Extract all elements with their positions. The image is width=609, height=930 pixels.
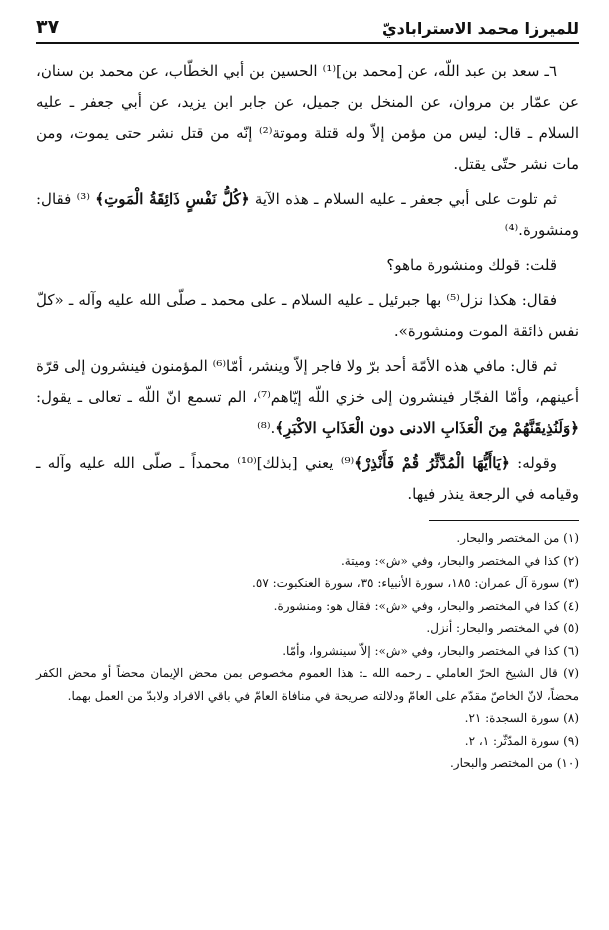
paragraph-text: ⁽⁹⁾ يعني [بذلك]⁽¹⁰⁾ محمداً ـ صلّى الله عليه وآله ـ وقيامه في الرجعة ينذر فيها. <box>36 454 579 503</box>
running-title: للميرزا محمد الاستراباديّ <box>382 19 579 38</box>
quran-verse: ﴿يَاأَيُّهَا الْمُدَّثِّرُ قُمْ فَأَنْذِرْ﴾ <box>354 454 510 472</box>
footnote: (٤) كذا في المختصر والبحار، وفي «ش»: فقال هو: ومنشورة. <box>273 598 579 613</box>
hadith-paragraph-2 <box>36 184 579 246</box>
page-number: ٣٧ <box>36 16 60 38</box>
hadith-paragraph-5 <box>36 351 579 444</box>
footnote: (٢) كذا في المختصر والبحار، وفي «ش»: وميتة. <box>340 553 579 568</box>
paragraph-text: وقوله: <box>509 454 557 472</box>
quran-verse: ﴿كُلُّ نَفْسٍ ذَائِقَةُ الْمَوتِ﴾ <box>95 190 250 208</box>
footnotes <box>36 527 579 775</box>
footnote: (٣) سورة آل عمران: ١٨٥، سورة الأنبياء: ٣٥، سورة العنكبوت: ٥٧. <box>252 576 579 590</box>
hadith-paragraph-4: فقال: هكذا نزل⁽⁵⁾ بها جبرئيل ـ عليه السلام ـ على محمد ـ صلّى الله عليه وآله ـ «كلّ نفس ذائقة الموت ومنشورة». <box>36 291 579 340</box>
footnote: (٧) قال الشيخ الحرّ العاملي ـ رحمه الله ـ: هذا العموم مخصوص بمن محض الإيمان محضاً أو محض الكفر محضاً، لانّ الخاصّ مقدّم على العامّ ودلالته صريحة في منافاة العامّ في باقي الافراد ولابدّ من العمل بهما. <box>36 666 579 703</box>
hadith-paragraph-3: قلت: قولك ومنشورة ماهو؟ <box>386 256 557 274</box>
footnote: (٦) كذا في المختصر والبحار، وفي «ش»: إلاّ سينشروا، وأمّا. <box>282 643 579 658</box>
footnote: (٩) سورة المدّثّر: ١، ٢. <box>464 733 579 748</box>
paragraph-text: .⁽⁸⁾ <box>257 419 276 437</box>
hadith-paragraph-6 <box>36 448 579 510</box>
footnote: (٨) سورة السجدة: ٢١. <box>464 711 579 725</box>
paragraph-text: ⁽³⁾ فقال: ومنشورة.⁽⁴⁾ <box>36 190 579 239</box>
main-text <box>36 56 579 510</box>
paragraph-text: ثم قال: مافي هذه الأمّة أحد برّ ولا فاجر إلاّ وينشر، أمّا⁽⁶⁾ المؤمنون فينشرون إلى قرّة أعينهم، وأمّا الفجّار فينشرون إلى خزي اللّه إيّاهم⁽⁷⁾، الم تسمع انّ اللّه ـ تعالى ـ يقول: <box>36 357 580 406</box>
footnote: (١٠) من المختصر والبحار. <box>449 756 579 770</box>
page-header <box>36 14 579 44</box>
quran-verse: ﴿وَلَنُذِيقَنَّهُمْ مِنَ الْعَذَابِ الادنى دون الْعَذَابِ الاكْبَرِ﴾ <box>275 419 579 437</box>
footnote: (١) من المختصر والبحار. <box>456 531 579 545</box>
footnote: (٥) في المختصر والبحار: أنزل. <box>426 621 579 635</box>
footnote-divider <box>429 520 579 521</box>
paragraph-text: ثم تلوت على أبي جعفر ـ عليه السلام ـ هذه الآية <box>249 190 557 208</box>
hadith-paragraph-1: ٦ـ سعد بن عبد اللّه، عن [محمد بن]⁽¹⁾ الحسين بن أبي الخطّاب، عن محمد بن سنان، عن عمّار بن مروان، عن المنخل بن جميل، عن جابر ابن يزيد، عن أبي جعفر ـ عليه السلام ـ قال: ليس من مؤمن إلاّ وله قتلة وموتة⁽²⁾ إنّه من قتل نشر حتى يموت، ومن مات نشر حتّى يقتل. <box>36 62 580 173</box>
